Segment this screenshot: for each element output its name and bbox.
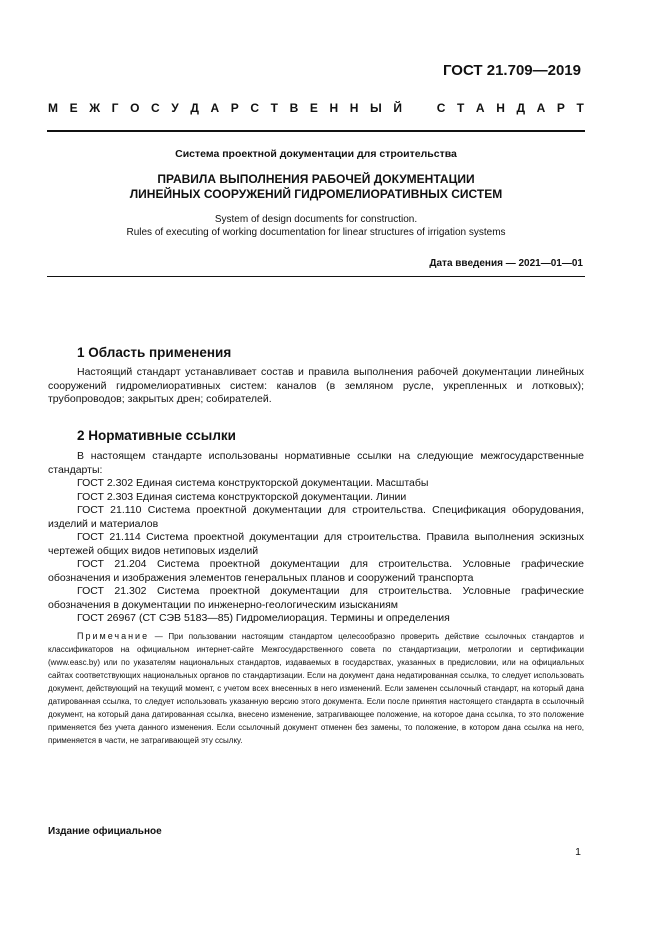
interstate-letter: С [250,101,260,115]
official-edition: Издание официальное [48,826,162,837]
section-2-body [48,450,584,626]
system-name: Система проектной документации для строительства [175,148,457,160]
date-rule [47,276,585,277]
english-title-line-2: Rules of executing of working documentation for linear structures of irrigation systems [126,227,506,238]
interstate-letter: Й [393,101,402,115]
interstate-letter: Г [111,101,119,115]
interstate-letter: Р [230,101,239,115]
interstate-letter: А [536,101,546,115]
interstate-letter: Р [556,101,565,115]
reference-item: ГОСТ 26967 (СТ СЭВ 5183—85) Гидромелиорация. Термины и определения [77,612,450,624]
reference-item: ГОСТ 21.114 Система проектной документации для строительства. Правила выполнения эскизных чертежей общих видов нетиповых изделий [48,531,584,557]
interstate-letter: В [289,101,299,115]
reference-item: ГОСТ 21.204 Система проектной документации для строительства. Условные графические обозначения и изображения элементов генеральных планов и сооружений транспорта [48,558,584,584]
interstate-letter: О [130,101,140,115]
note-text: — При пользовании настоящим стандартом целесообразно проверить действие ссылочных стандартов и классификаторов на официальном интернет-сайте Межгосударственного совета по стандартизации, метрологии и сертификации (www.easc.by) или по указателям национальных стандартов, издаваемых в государствах, указанных в предисловии, или на официальных сайтах соответствующих национальных органов по стандартизации. Если на документ дана недатированная ссылка, то следует использовать документ, действующий на текущий момент, с учетом всех внесенных в него изменений. Если заменен ссылочный стандарт, на который дана датированная ссылка, то следует использовать указанную версию этого документа. Если после принятия настоящего стандарта в ссылочный документ, на который дана датированная ссылка, внесено изменение, затрагивающее положение, на которое дана ссылка, то это положение применяется без учета данного изменения. Если ссылочный документ отменен без замены, то положение, в котором дана ссылка на него, применяется в части, не затрагивающей эту ссылку. [48,632,584,745]
section-1-heading: 1 Область применения [77,345,232,360]
document-title [48,172,584,202]
page-number: 1 [575,846,581,858]
english-title-line-1: System of design documents for construction. [214,214,418,225]
interstate-standard-heading [48,101,584,115]
reference-item: ГОСТ 21.302 Система проектной документации для строительства. Условные графические обозначения в документации по инженерно-геологическим изысканиям [48,585,584,611]
gost-number: ГОСТ 21.709—2019 [442,62,581,79]
interstate-letter: Е [309,101,318,115]
reference-item: ГОСТ 2.302 Единая система конструкторской документации. Масштабы [77,477,429,489]
interstate-letter: Ы [369,101,382,115]
interstate-letter: Н [349,101,359,115]
interstate-letter: Д [516,101,526,115]
title-line-2: ЛИНЕЙНЫХ СООРУЖЕНИЙ ГИДРОМЕЛИОРАТИВНЫХ СИСТЕМ [129,187,503,201]
interstate-letter: Ж [89,101,101,115]
interstate-letter: Т [576,101,584,115]
interstate-letter: У [171,101,179,115]
title-line-1: ПРАВИЛА ВЫПОЛНЕНИЯ РАБОЧЕЙ ДОКУМЕНТАЦИИ [157,172,475,186]
interstate-letter: М [48,101,58,115]
interstate-letter: Т [270,101,278,115]
interstate-letter: С [436,101,446,115]
interstate-letter: А [475,101,485,115]
interstate-letter: Е [69,101,78,115]
note [48,630,584,747]
interstate-letter: Д [190,101,199,115]
interstate-letter: Т [456,101,465,115]
interstate-letter: А [210,101,220,115]
interstate-letter: С [151,101,160,115]
introduction-date: Дата введения — 2021—01—01 [429,258,583,269]
interstate-letter: Н [496,101,505,115]
section-2-heading: 2 Нормативные ссылки [77,428,236,443]
section-2-intro: В настоящем стандарте использованы нормативные ссылки на следующие межгосударственные стандарты: [48,450,584,476]
note-label: Примечание [77,631,150,641]
header-rule [47,130,585,132]
reference-item: ГОСТ 2.303 Единая система конструкторской документации. Линии [77,490,407,503]
interstate-letter: Н [329,101,339,115]
section-1-text: Настоящий стандарт устанавливает состав и правила выполнения рабочей документации линейных сооружений гидромелиоративных систем: каналов (в земляном русле, укрепленных и лотковых); трубопроводов; закрытых дрен; собирателей. [48,366,584,405]
reference-item: ГОСТ 21.110 Система проектной документации для строительства. Спецификация оборудования, изделий и материалов [48,504,584,530]
english-title [48,213,584,239]
